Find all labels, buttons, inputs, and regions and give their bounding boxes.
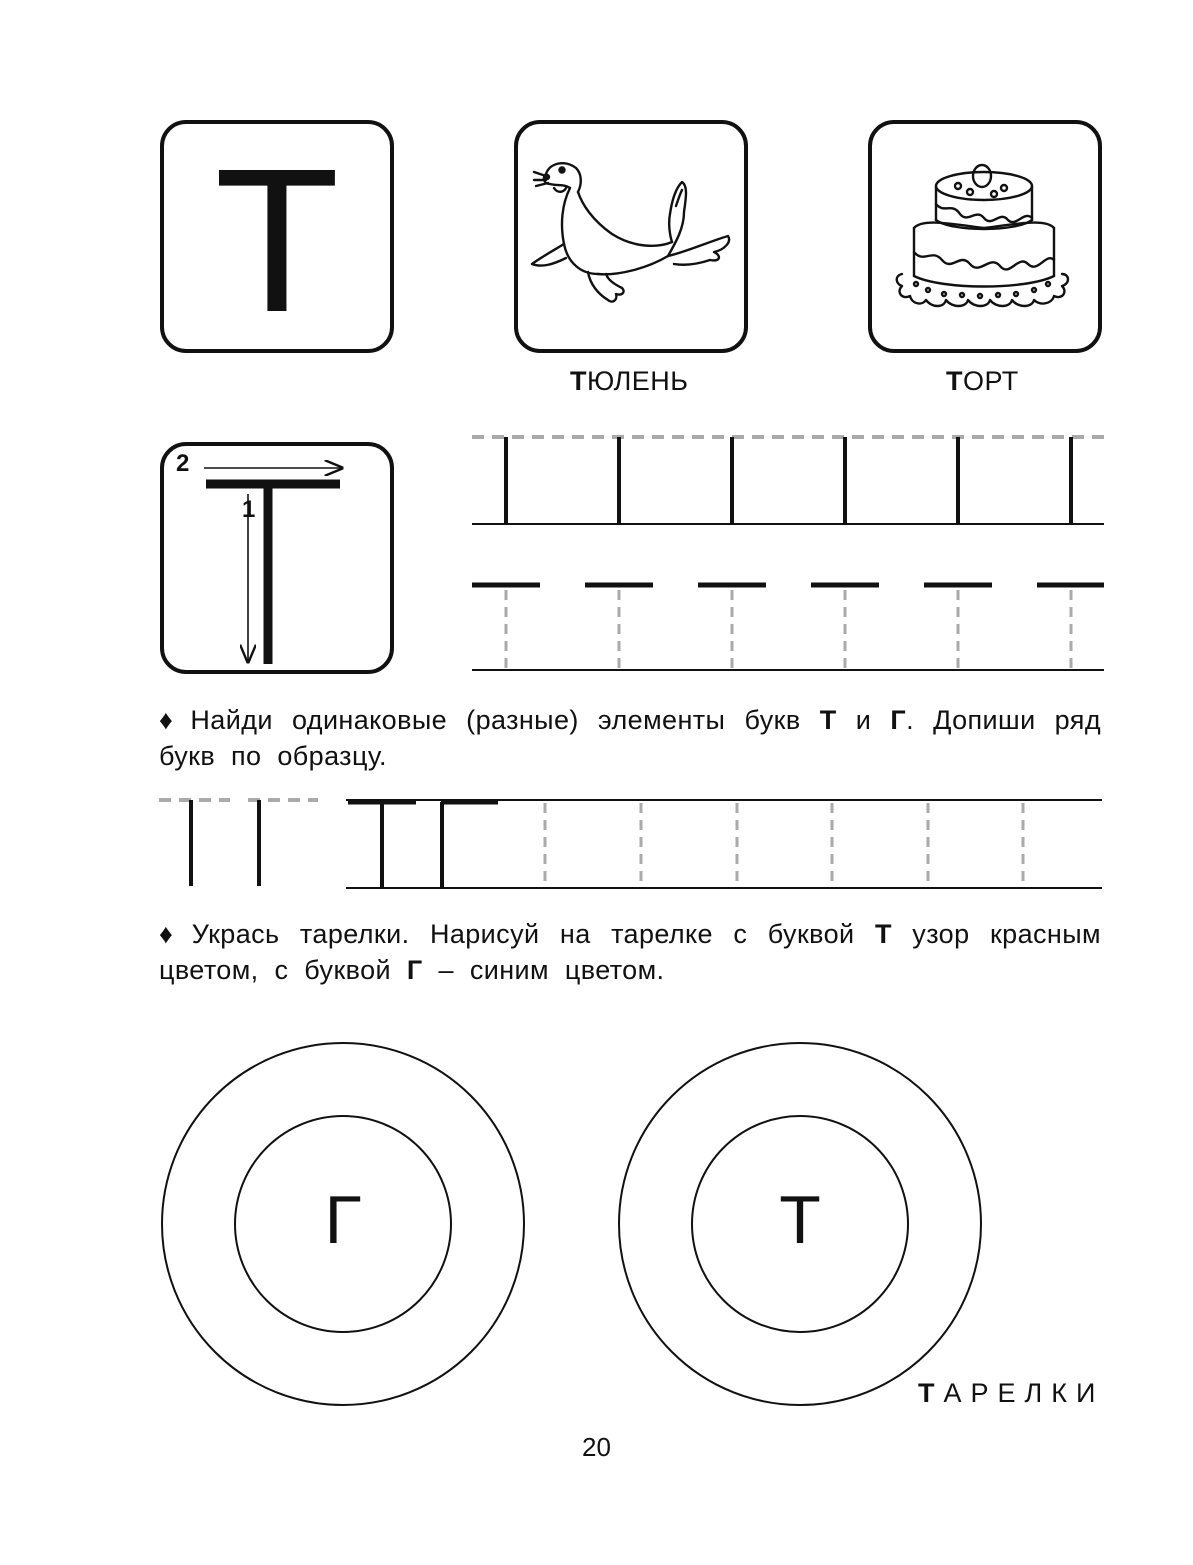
plate-g-letter: Г <box>324 1182 362 1258</box>
page-number: 20 <box>582 1432 611 1462</box>
bullet-diamond-icon: ♦ <box>159 919 178 949</box>
bullet-diamond-icon: ♦ <box>159 705 177 735</box>
seal-caption-rest: ЮЛЕНЬ <box>587 366 689 396</box>
task-1-letter-t: Т <box>819 705 837 735</box>
task-1-letter-g: Г <box>890 705 907 735</box>
task-1-text-c: . Допиши ряд букв по образцу. <box>159 705 1101 771</box>
plates-caption <box>918 1378 1104 1409</box>
task-2-letter-t: Т <box>874 919 892 949</box>
task-1-text-b: и <box>836 705 891 735</box>
seal-caption-first-letter: Т <box>570 366 587 396</box>
stroke-step-2-label: 2 <box>176 450 190 477</box>
big-letter: Т <box>214 126 340 355</box>
cake-caption-rest: ОРТ <box>963 366 1019 396</box>
plates-caption-first-letter: Т <box>918 1378 944 1408</box>
task-2-text-a: Укрась тарелки. Нарисуй на тарелке с буквой <box>191 919 875 949</box>
stroke-step-1-label: 1 <box>242 496 256 523</box>
task-1-text-a: Найди одинаковые (разные) элементы букв <box>190 705 820 735</box>
cake-caption-first-letter: Т <box>946 366 963 396</box>
task-2-text-c: – синим цветом. <box>422 955 665 985</box>
plate-t-letter: Т <box>779 1182 821 1258</box>
task-2-letter-g: Г <box>406 955 423 985</box>
plates-caption-rest: АРЕЛКИ <box>943 1378 1105 1408</box>
task-2-text-b: узор красным цветом, с буквой <box>159 919 1101 985</box>
